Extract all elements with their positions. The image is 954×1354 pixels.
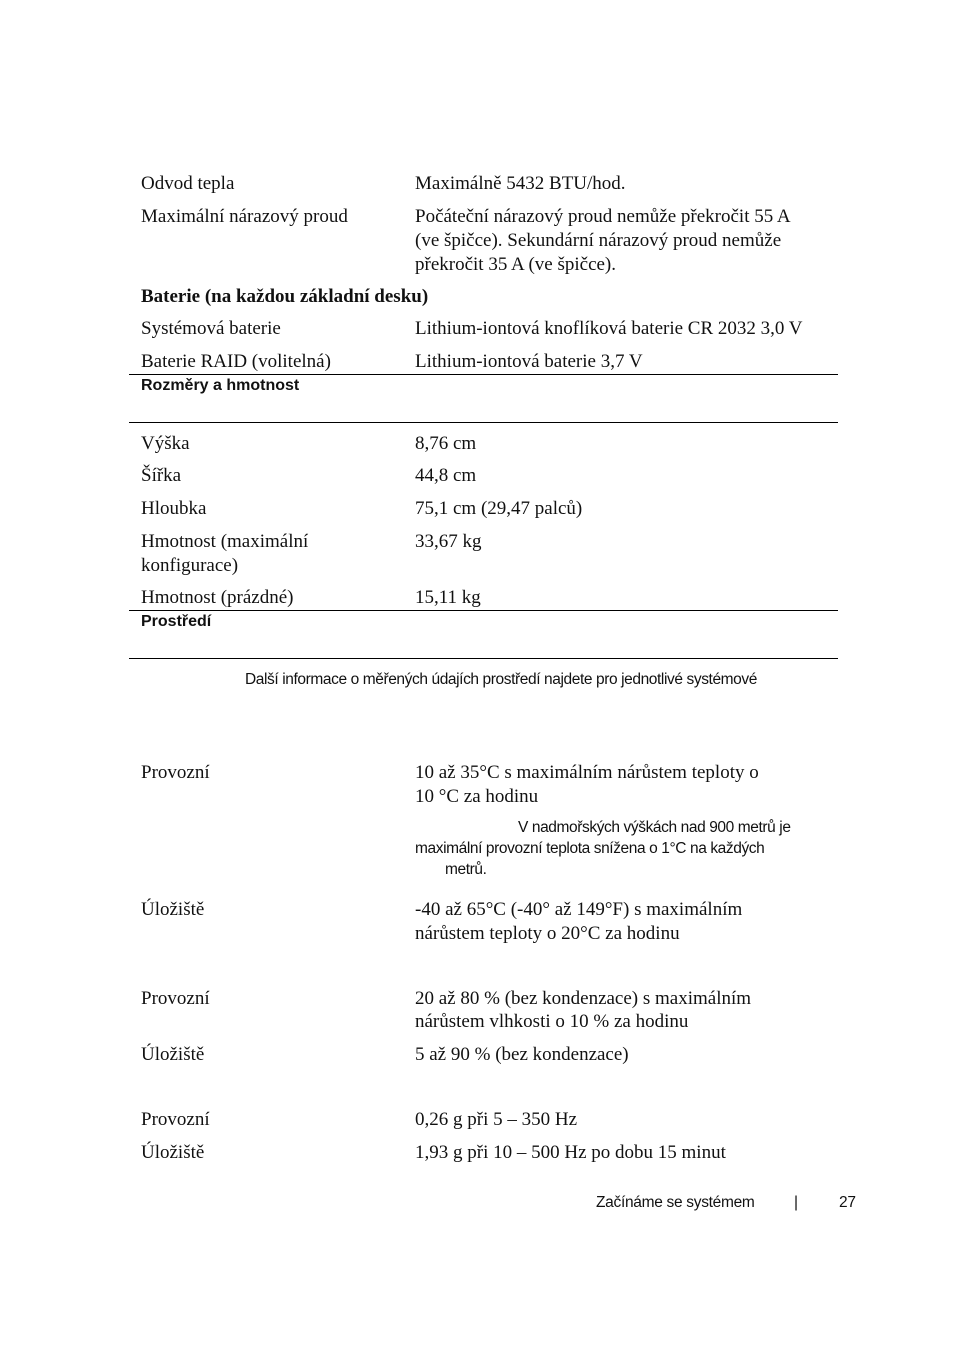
system-battery-value: Lithium-iontová knoflíková baterie CR 2032 3,0 V (415, 318, 803, 339)
environment-heading: Prostředí (141, 613, 212, 630)
system-battery-label: Systémová baterie (141, 318, 281, 339)
page-number: 27 (839, 1194, 856, 1211)
width-label: Šířka (141, 465, 182, 486)
humidity-operating-label: Provozní (141, 988, 210, 1009)
depth-value: 75,1 cm (29,47 palců) (415, 498, 583, 519)
environment-note: Další informace o měřených údajích prostředí najdete pro jednotlivé systémové (245, 671, 757, 688)
vibration-operating-value: 0,26 g při 5 – 350 Hz (415, 1109, 578, 1130)
humidity-storage-label: Úložiště (141, 1044, 205, 1065)
altitude-note-line-1: V nadmořských výškách nad 900 metrů je (518, 819, 791, 836)
humidity-operating-value-line-2: nárůstem vlhkosti o 10 % za hodinu (415, 1011, 689, 1032)
section-divider (129, 610, 838, 611)
section-divider (129, 658, 838, 659)
depth-label: Hloubka (141, 498, 207, 519)
altitude-note-line-2: maximální provozní teplota snížena o 1°C na každých (415, 840, 765, 857)
battery-heading: Baterie (na každou základní desku) (141, 286, 429, 307)
height-label: Výška (141, 433, 190, 454)
section-divider (129, 422, 838, 423)
temp-storage-label: Úložiště (141, 899, 205, 920)
humidity-operating-value-line-1: 20 až 80 % (bez kondenzace) s maximálním (415, 988, 752, 1009)
vibration-operating-label: Provozní (141, 1109, 210, 1130)
dimensions-heading: Rozměry a hmotnost (141, 377, 300, 394)
vibration-storage-label: Úložiště (141, 1142, 205, 1163)
humidity-storage-value: 5 až 90 % (bez kondenzace) (415, 1044, 629, 1065)
heat-dissipation-value: Maximálně 5432 BTU/hod. (415, 173, 626, 194)
temp-storage-value-line-2: nárůstem teploty o 20°C za hodinu (415, 923, 680, 944)
footer-section-title: Začínáme se systémem (596, 1194, 755, 1211)
altitude-note-line-3: metrů. (445, 861, 487, 878)
temp-operating-label: Provozní (141, 762, 210, 783)
inrush-current-label: Maximální nárazový proud (141, 206, 348, 227)
heat-dissipation-label: Odvod tepla (141, 173, 235, 194)
raid-battery-value: Lithium-iontová baterie 3,7 V (415, 351, 643, 372)
inrush-current-value-line-2: (ve špičce). Sekundární nárazový proud nemůže (415, 230, 782, 251)
footer-separator: | (794, 1194, 798, 1211)
temp-operating-value-line-2: 10 °C za hodinu (415, 786, 539, 807)
max-weight-value: 33,67 kg (415, 531, 482, 552)
height-value: 8,76 cm (415, 433, 477, 454)
width-value: 44,8 cm (415, 465, 477, 486)
section-divider (129, 374, 838, 375)
temp-operating-value-line-1: 10 až 35°C s maximálním nárůstem teploty o (415, 762, 759, 783)
inrush-current-value-line-1: Počáteční nárazový proud nemůže překročit 55 A (415, 206, 791, 227)
temp-storage-value-line-1: -40 až 65°C (-40° až 149°F) s maximálním (415, 899, 743, 920)
max-weight-label-line-2: konfigurace) (141, 555, 239, 576)
raid-battery-label: Baterie RAID (volitelná) (141, 351, 331, 372)
max-weight-label-line-1: Hmotnost (maximální (141, 531, 309, 552)
empty-weight-label: Hmotnost (prázdné) (141, 587, 294, 608)
vibration-storage-value: 1,93 g při 10 – 500 Hz po dobu 15 minut (415, 1142, 726, 1163)
inrush-current-value-line-3: překročit 35 A (ve špičce). (415, 254, 617, 275)
empty-weight-value: 15,11 kg (415, 587, 481, 608)
